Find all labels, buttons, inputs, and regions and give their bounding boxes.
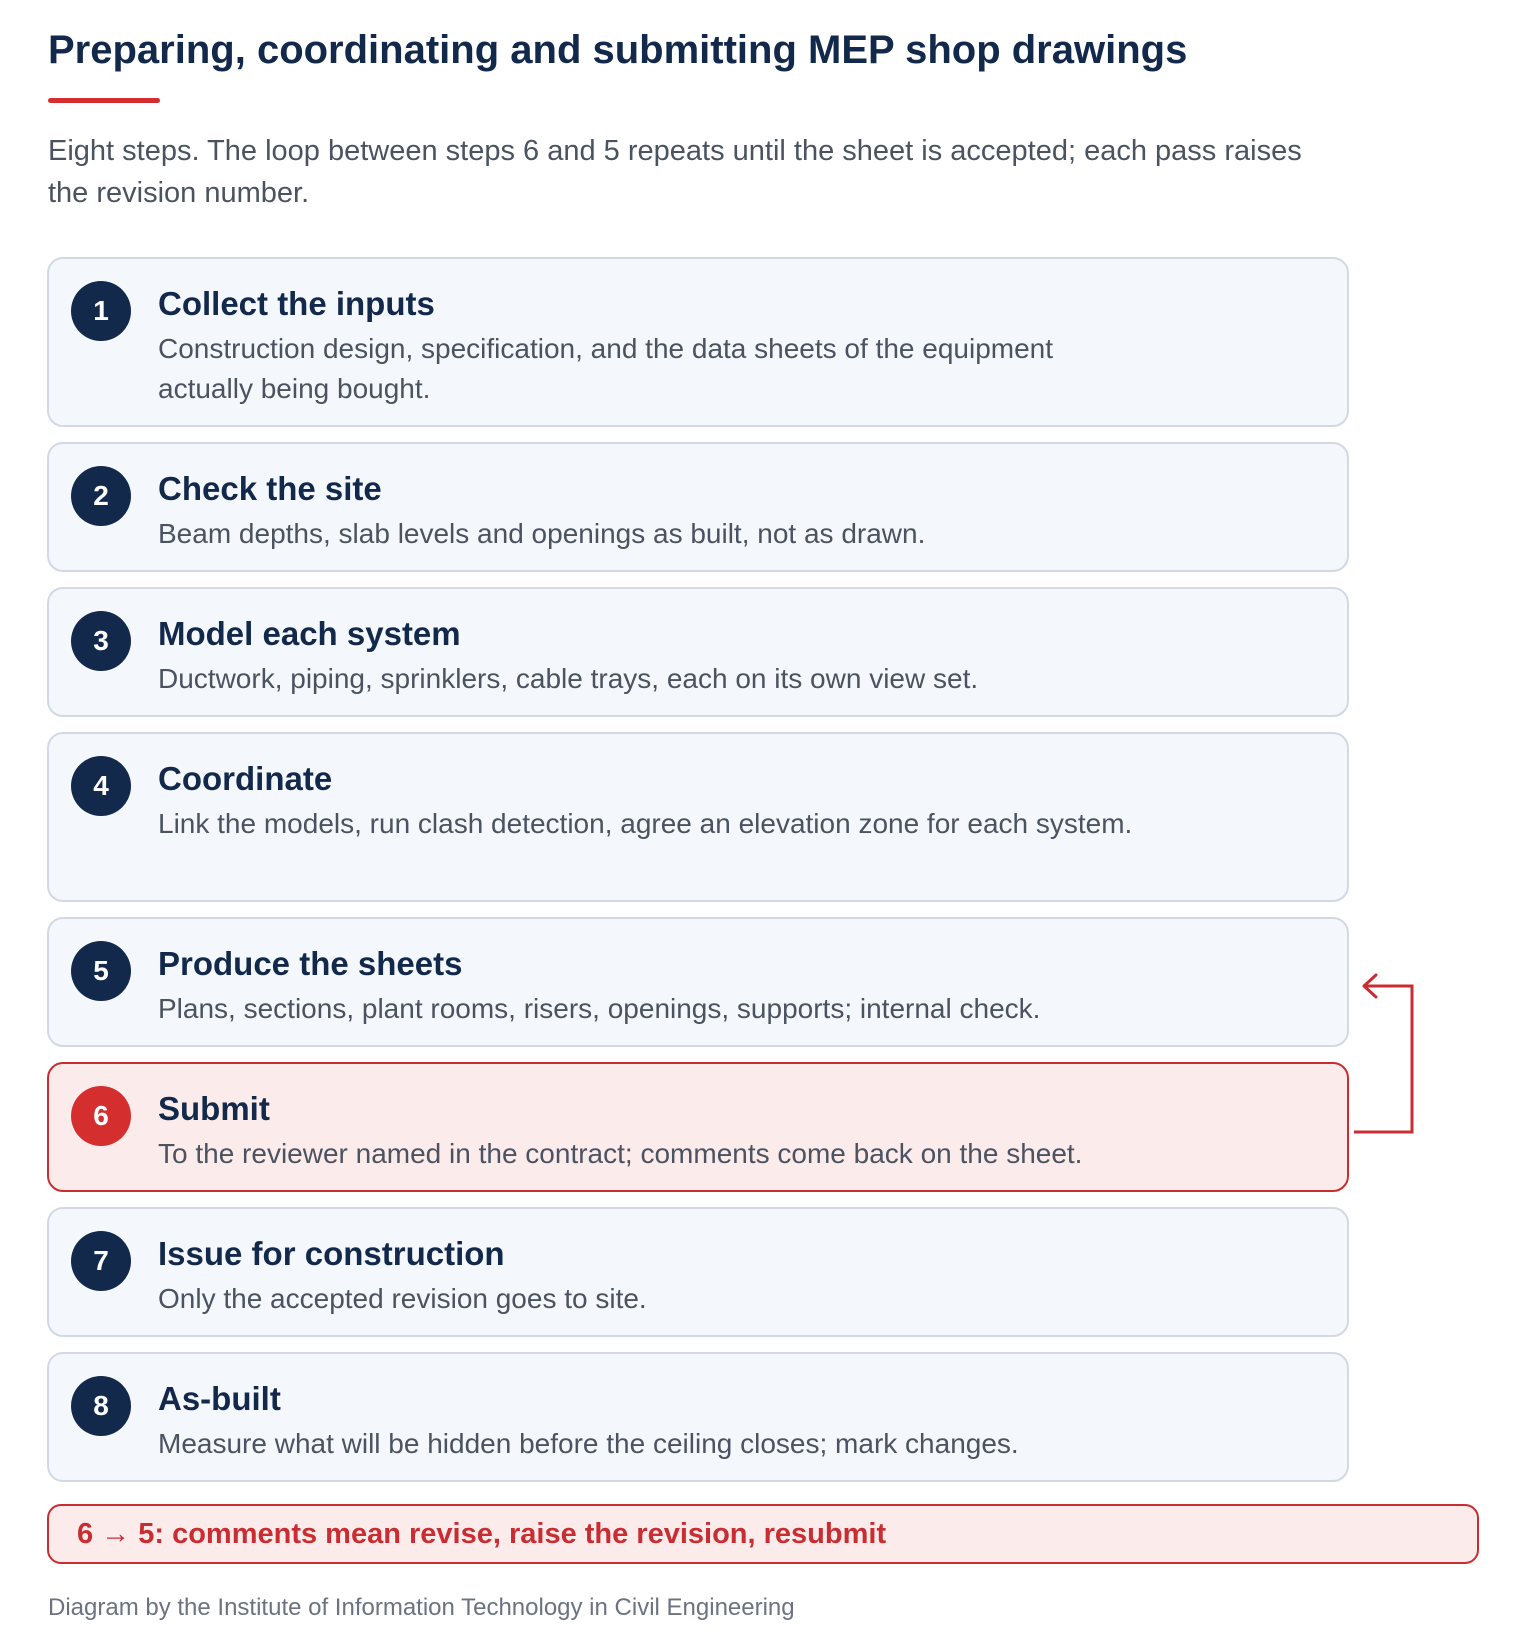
step-card-6 (47, 1062, 1349, 1192)
step-title: Coordinate (158, 760, 333, 797)
step-number-badge: 6 (71, 1086, 131, 1146)
step-description: Construction design, specification, and the data sheets of the equipment actually being bought. (158, 333, 1054, 404)
step-description: Beam depths, slab levels and openings as built, not as drawn. (158, 518, 926, 549)
step-description: Only the accepted revision goes to site. (158, 1283, 647, 1314)
step-title: Produce the sheets (158, 945, 463, 982)
step-description: To the reviewer named in the contract; comments come back on the sheet. (158, 1138, 1083, 1169)
step-title: Check the site (158, 470, 382, 507)
step-card-3 (47, 587, 1349, 717)
loop-arrow-icon (1350, 960, 1420, 1140)
step-number-badge: 8 (71, 1376, 131, 1436)
step-number-badge: 5 (71, 941, 131, 1001)
page-title: Preparing, coordinating and submitting MEP shop drawings (48, 28, 1188, 72)
step-card-7 (47, 1207, 1349, 1337)
step-title: Submit (158, 1090, 270, 1127)
step-title: As-built (158, 1380, 281, 1417)
step-number-badge: 3 (71, 611, 131, 671)
step-description: Measure what will be hidden before the ceiling closes; mark changes. (158, 1428, 1019, 1459)
step-card-8 (47, 1352, 1349, 1482)
intro-text: Eight steps. The loop between steps 6 and 5 repeats until the sheet is accepted; each pass raises the revision number. (48, 135, 1302, 209)
step-title: Issue for construction (158, 1235, 505, 1272)
step-number-badge: 4 (71, 756, 131, 816)
step-number-badge: 1 (71, 281, 131, 341)
step-card-1 (47, 257, 1349, 427)
step-card-4 (47, 732, 1349, 902)
step-card-2 (47, 442, 1349, 572)
credit-text: Diagram by the Institute of Information Technology in Civil Engineering (48, 1594, 795, 1621)
step-card-5 (47, 917, 1349, 1047)
step-description: Link the models, run clash detection, agree an elevation zone for each system. (158, 808, 1133, 839)
title-underline (48, 98, 160, 103)
step-description: Ductwork, piping, sprinklers, cable trays, each on its own view set. (158, 663, 979, 694)
step-title: Model each system (158, 615, 461, 652)
step-title: Collect the inputs (158, 285, 435, 322)
step-number-badge: 7 (71, 1231, 131, 1291)
loop-note: 6 → 5: comments mean revise, raise the revision, resubmit (47, 1504, 1479, 1564)
step-number-badge: 2 (71, 466, 131, 526)
step-description: Plans, sections, plant rooms, risers, openings, supports; internal check. (158, 993, 1041, 1024)
